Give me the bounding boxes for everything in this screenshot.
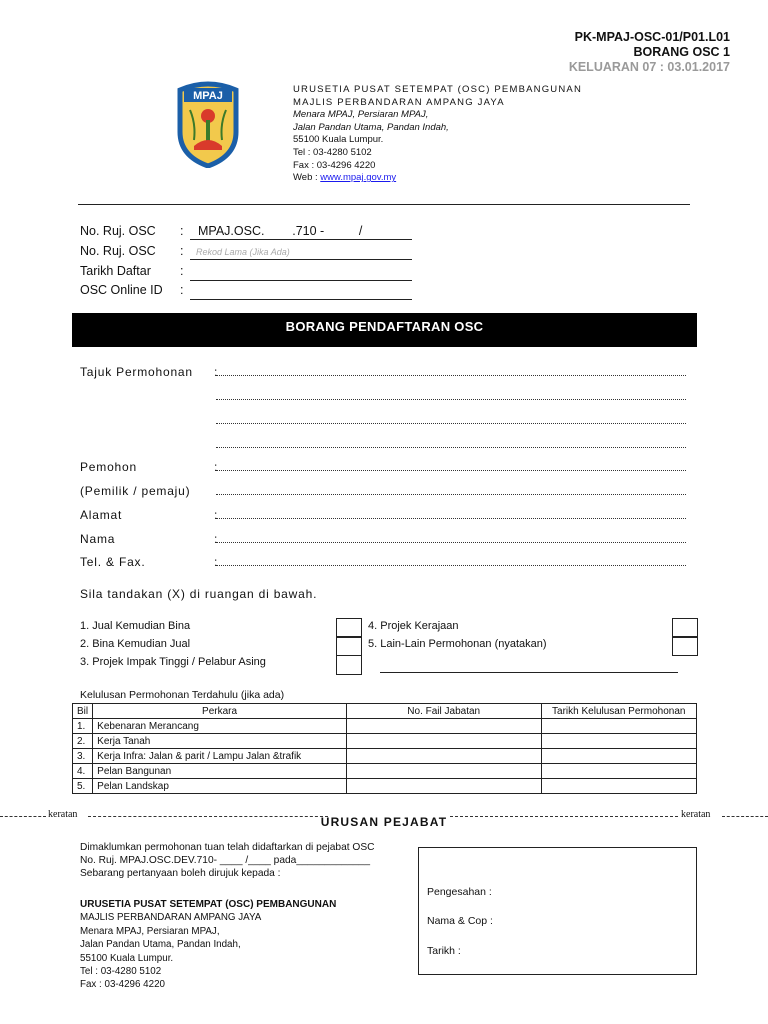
ref-colon: :	[180, 244, 184, 258]
field-colon: :	[214, 460, 219, 474]
verify-tarikh-label: Tarikh :	[427, 945, 461, 957]
ref-colon: :	[180, 283, 184, 297]
table-header: Tarikh Kelulusan Permohonan	[541, 704, 697, 719]
tarikh-kelulusan-cell[interactable]	[541, 764, 697, 779]
field-colon: :	[214, 508, 219, 522]
previous-approvals-table	[72, 703, 697, 794]
pemilik-input-line[interactable]	[216, 484, 686, 495]
office-name: URUSETIA PUSAT SETEMPAT (OSC) PEMBANGUNAN	[80, 899, 337, 910]
previous-approvals-title: Kelulusan Permohonan Terdahulu (jika ada)	[80, 689, 285, 701]
office-address	[80, 898, 336, 992]
org-address-line: Jalan Pandan Utama, Pandan Indah,	[293, 121, 449, 133]
table-cell: Kerja Tanah	[93, 734, 347, 749]
tajuk-input-line[interactable]	[216, 365, 686, 376]
mpaj-logo	[176, 80, 240, 168]
org-name-line1: URUSETIA PUSAT SETEMPAT (OSC) PEMBANGUNAN	[293, 84, 583, 95]
field-colon: :	[214, 555, 219, 569]
lain-lain-specify-line[interactable]	[380, 672, 678, 673]
tarikh-kelulusan-cell[interactable]	[541, 734, 697, 749]
fail-jabatan-cell[interactable]	[346, 764, 541, 779]
pemohon-input-line[interactable]	[216, 460, 686, 471]
fail-jabatan-cell[interactable]	[346, 749, 541, 764]
ref-colon: :	[180, 224, 184, 238]
verify-pengesahan-label: Pengesahan :	[427, 886, 492, 898]
office-tel: Tel : 03-4280 5102	[80, 966, 162, 978]
instruction-text: Sila tandakan (X) di ruangan di bawah.	[80, 587, 318, 601]
checkbox-jual-kemudian-bina[interactable]	[336, 618, 362, 638]
org-name-line2: MAJLIS PERBANDARAN AMPANG JAYA	[293, 96, 505, 108]
alamat-input-line[interactable]	[216, 508, 686, 519]
tajuk-input-line[interactable]	[216, 413, 686, 424]
office-address-line: MAJLIS PERBANDARAN AMPANG JAYA	[80, 912, 262, 924]
table-header: No. Fail Jabatan	[346, 704, 541, 719]
field-label-nama: Nama	[80, 532, 116, 546]
checkbox-projek-kerajaan[interactable]	[672, 618, 698, 638]
field-label-pemohon: Pemohon	[80, 460, 137, 474]
fail-jabatan-cell[interactable]	[346, 779, 541, 794]
tarikh-kelulusan-cell[interactable]	[541, 749, 697, 764]
issue-date: KELUARAN 07 : 03.01.2017	[568, 60, 730, 74]
table-header: Perkara	[93, 704, 347, 719]
table-cell: 1.	[73, 719, 93, 734]
office-address-line: Menara MPAJ, Persiaran MPAJ,	[80, 925, 220, 937]
office-address-line: 55100 Kuala Lumpur.	[80, 952, 174, 964]
online-id-input[interactable]	[190, 283, 412, 300]
table-row	[73, 749, 697, 764]
table-row	[73, 719, 697, 734]
fail-jabatan-cell[interactable]	[346, 719, 541, 734]
field-colon: :	[214, 365, 219, 379]
option-label: 5. Lain-Lain Permohonan (nyatakan)	[368, 638, 547, 650]
option-label: 3. Projek Impak Tinggi / Pelabur Asing	[80, 656, 266, 668]
org-web	[293, 172, 582, 185]
checkbox-lain-lain[interactable]	[672, 636, 698, 656]
ref-label: OSC Online ID	[80, 283, 163, 297]
table-header: Bil	[73, 704, 93, 719]
table-header-row	[73, 704, 697, 719]
table-cell: Kerja Infra: Jalan & parit / Lampu Jalan &trafik	[93, 749, 347, 764]
registration-notice	[80, 841, 374, 880]
office-section-title: URUSAN PEJABAT	[320, 815, 448, 829]
field-label-alamat: Alamat	[80, 508, 123, 522]
org-address-line: Menara MPAJ, Persiaran MPAJ,	[293, 109, 429, 121]
verify-nama-cop-label: Nama & Cop :	[427, 915, 493, 927]
checkbox-bina-kemudian-jual[interactable]	[336, 636, 362, 656]
table-cell: Kebenaran Merancang	[93, 719, 347, 734]
web-link[interactable]: www.mpaj.gov.my	[320, 172, 397, 184]
option-label: 1. Jual Kemudian Bina	[80, 620, 191, 632]
notice-line: Sebarang pertanyaan boleh dirujuk kepada :	[80, 868, 281, 879]
table-cell: 2.	[73, 734, 93, 749]
osc-ref-input[interactable]: MPAJ.OSC. .710 - /	[190, 224, 412, 240]
field-label-tel-fax: Tel. & Fax.	[80, 555, 146, 569]
table-cell: Pelan Landskap	[93, 779, 347, 794]
table-cell: 5.	[73, 779, 93, 794]
field-colon: :	[214, 532, 219, 546]
notice-line: Dimaklumkan permohonan tuan telah didaftarkan di pejabat OSC	[80, 842, 375, 853]
tajuk-input-line[interactable]	[216, 437, 686, 448]
cut-label-left: keratan	[48, 809, 78, 820]
tel-fax-input-line[interactable]	[216, 555, 686, 566]
fail-jabatan-cell[interactable]	[346, 734, 541, 749]
header-divider	[78, 204, 690, 205]
verification-box[interactable]	[418, 847, 697, 975]
table-cell: 4.	[73, 764, 93, 779]
tarikh-kelulusan-cell[interactable]	[541, 779, 697, 794]
table-row	[73, 764, 697, 779]
office-address-line: Jalan Pandan Utama, Pandan Indah,	[80, 939, 241, 951]
form-name: BORANG OSC 1	[633, 45, 730, 59]
ref-colon: :	[180, 264, 184, 278]
field-label-pemilik: (Pemilik / pemaju)	[80, 484, 191, 498]
nama-input-line[interactable]	[216, 532, 686, 543]
logo-text: MPAJ	[193, 90, 223, 102]
checkbox-projek-impak-tinggi[interactable]	[336, 655, 362, 675]
table-cell: Pelan Bangunan	[93, 764, 347, 779]
table-row	[73, 734, 697, 749]
table-cell: 3.	[73, 749, 93, 764]
cut-label-right: keratan	[681, 809, 711, 820]
web-label: Web :	[293, 172, 318, 184]
org-address-line: 55100 Kuala Lumpur.	[293, 134, 384, 146]
old-record-input[interactable]: Rekod Lama (Jika Ada)	[190, 244, 412, 260]
organisation-address	[293, 84, 582, 185]
tarikh-kelulusan-cell[interactable]	[541, 719, 697, 734]
org-fax: Fax : 03-4296 4220	[293, 159, 376, 171]
field-label-tajuk: Tajuk Permohonan	[80, 365, 193, 379]
org-tel: Tel : 03-4280 5102	[293, 146, 372, 158]
document-reference	[569, 30, 730, 75]
table-row	[73, 779, 697, 794]
document-code: PK-MPAJ-OSC-01/P01.L01	[574, 30, 730, 44]
ref-label: Tarikh Daftar	[80, 264, 151, 278]
option-label: 4. Projek Kerajaan	[368, 620, 459, 632]
form-title-banner: BORANG PENDAFTARAN OSC	[72, 313, 697, 347]
registration-date-input[interactable]	[190, 264, 412, 281]
ref-label: No. Ruj. OSC	[80, 224, 156, 238]
office-fax: Fax : 03-4296 4220	[80, 979, 165, 991]
ref-label: No. Ruj. OSC	[80, 244, 156, 258]
tajuk-input-line[interactable]	[216, 389, 686, 400]
option-label: 2. Bina Kemudian Jual	[80, 638, 191, 650]
notice-line: No. Ruj. MPAJ.OSC.DEV.710- ____ /____ pada_____________	[80, 855, 370, 866]
